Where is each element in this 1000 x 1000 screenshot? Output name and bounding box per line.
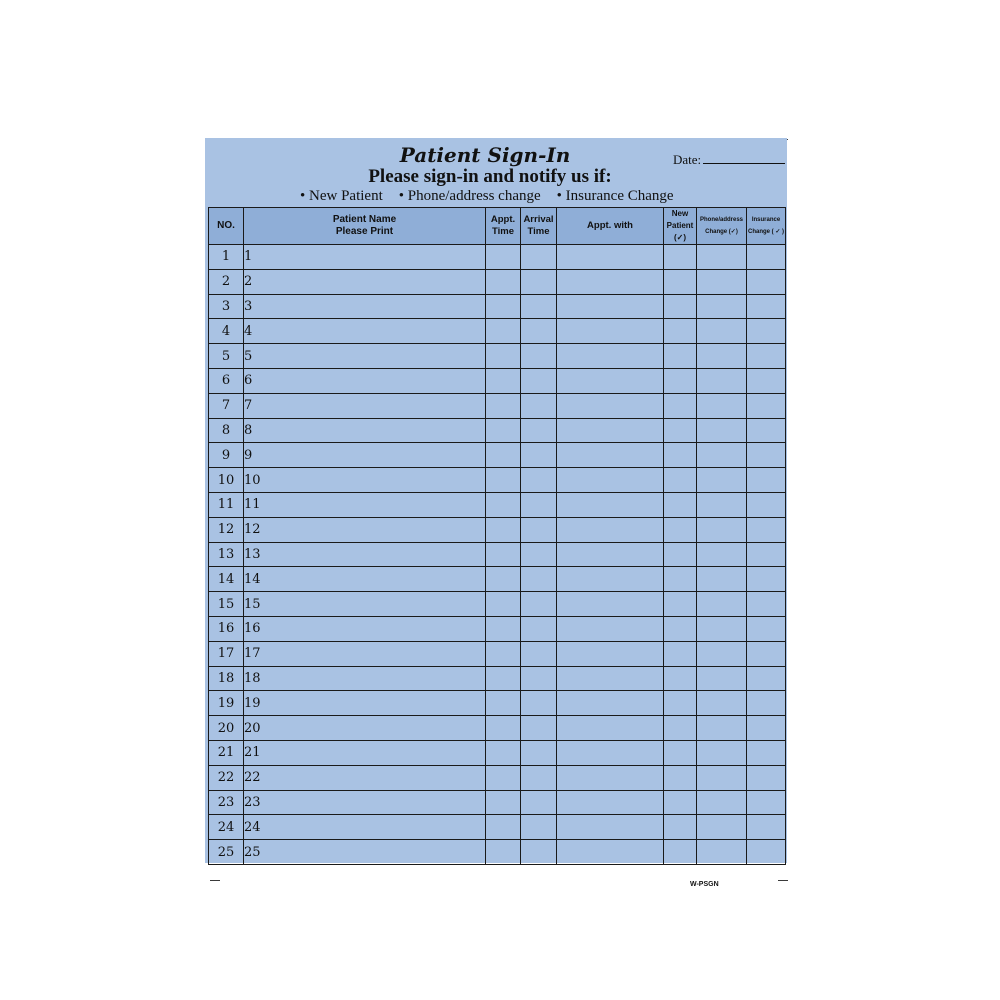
arrival-time-cell[interactable] <box>521 815 557 840</box>
appt-time-cell[interactable] <box>486 765 521 790</box>
appt-with-cell[interactable] <box>557 542 664 567</box>
patient-name-cell[interactable]: 20 <box>244 716 486 741</box>
table-row <box>209 790 786 815</box>
insurance-change-check-cell[interactable] <box>747 344 786 369</box>
insurance-change-check-cell[interactable] <box>747 319 786 344</box>
phone-change-check-cell[interactable] <box>697 592 747 617</box>
appt-time-cell[interactable] <box>486 716 521 741</box>
insurance-change-check-cell[interactable] <box>747 592 786 617</box>
phone-change-check-cell[interactable] <box>697 666 747 691</box>
new-patient-check-cell[interactable] <box>664 245 697 270</box>
phone-change-check-cell[interactable] <box>697 641 747 666</box>
row-number: 19 <box>209 691 244 716</box>
row-number: 4 <box>209 319 244 344</box>
arrival-time-cell[interactable] <box>521 517 557 542</box>
arrival-time-cell[interactable] <box>521 567 557 592</box>
patient-name-cell[interactable]: 10 <box>244 468 486 493</box>
phone-change-check-cell[interactable] <box>697 468 747 493</box>
row-number: 1 <box>209 245 244 270</box>
arrival-time-cell[interactable] <box>521 344 557 369</box>
row-number: 3 <box>209 294 244 319</box>
insurance-change-check-cell[interactable] <box>747 492 786 517</box>
patient-name-cell[interactable]: 2 <box>244 269 486 294</box>
row-number: 12 <box>209 517 244 542</box>
col-header-phone-change: Phone/address Change (✓) <box>697 208 747 245</box>
table-row <box>209 517 786 542</box>
notify-options <box>300 188 674 205</box>
table-row <box>209 344 786 369</box>
patient-name-cell[interactable]: 8 <box>244 418 486 443</box>
appt-time-cell[interactable] <box>486 294 521 319</box>
appt-time-cell[interactable] <box>486 245 521 270</box>
patient-name-cell[interactable]: 9 <box>244 443 486 468</box>
patient-name-cell[interactable]: 13 <box>244 542 486 567</box>
new-patient-check-cell[interactable] <box>664 790 697 815</box>
appt-with-cell[interactable] <box>557 641 664 666</box>
arrival-time-cell[interactable] <box>521 840 557 865</box>
appt-with-cell[interactable] <box>557 840 664 865</box>
insurance-change-check-cell[interactable] <box>747 765 786 790</box>
col-header-new-patient: New Patient (✓) <box>664 208 697 245</box>
row-number: 16 <box>209 616 244 641</box>
arrival-time-cell[interactable] <box>521 269 557 294</box>
insurance-change-check-cell[interactable] <box>747 294 786 319</box>
patient-name-cell[interactable]: 5 <box>244 344 486 369</box>
row-number: 2 <box>209 269 244 294</box>
appt-time-cell[interactable] <box>486 592 521 617</box>
new-patient-check-cell[interactable] <box>664 492 697 517</box>
arrival-time-cell[interactable] <box>521 492 557 517</box>
insurance-change-check-cell[interactable] <box>747 666 786 691</box>
appt-time-cell[interactable] <box>486 418 521 443</box>
phone-change-check-cell[interactable] <box>697 716 747 741</box>
appt-time-cell[interactable] <box>486 319 521 344</box>
table-row <box>209 815 786 840</box>
phone-change-check-cell[interactable] <box>697 492 747 517</box>
arrival-time-cell[interactable] <box>521 468 557 493</box>
row-number: 21 <box>209 740 244 765</box>
sign-in-table <box>208 207 786 865</box>
patient-name-cell[interactable]: 21 <box>244 740 486 765</box>
new-patient-check-cell[interactable] <box>664 815 697 840</box>
appt-with-cell[interactable] <box>557 517 664 542</box>
row-number: 10 <box>209 468 244 493</box>
phone-change-check-cell[interactable] <box>697 790 747 815</box>
form-title: Patient Sign-In <box>399 143 571 167</box>
patient-name-cell[interactable]: 23 <box>244 790 486 815</box>
new-patient-check-cell[interactable] <box>664 468 697 493</box>
new-patient-check-cell[interactable] <box>664 592 697 617</box>
table-row <box>209 269 786 294</box>
phone-change-check-cell[interactable] <box>697 691 747 716</box>
appt-time-cell[interactable] <box>486 492 521 517</box>
insurance-change-check-cell[interactable] <box>747 245 786 270</box>
appt-with-cell[interactable] <box>557 616 664 641</box>
arrival-time-cell[interactable] <box>521 716 557 741</box>
new-patient-check-cell[interactable] <box>664 616 697 641</box>
appt-time-cell[interactable] <box>486 641 521 666</box>
patient-name-cell[interactable]: 11 <box>244 492 486 517</box>
appt-with-cell[interactable] <box>557 492 664 517</box>
patient-name-cell[interactable]: 22 <box>244 765 486 790</box>
col-header-appt-with: Appt. with <box>557 208 664 245</box>
arrival-time-cell[interactable] <box>521 616 557 641</box>
insurance-change-check-cell[interactable] <box>747 368 786 393</box>
form-subtitle: Please sign-in and notify us if: <box>368 166 612 187</box>
new-patient-check-cell[interactable] <box>664 393 697 418</box>
insurance-change-check-cell[interactable] <box>747 269 786 294</box>
new-patient-check-cell[interactable] <box>664 666 697 691</box>
arrival-time-cell[interactable] <box>521 443 557 468</box>
appt-with-cell[interactable] <box>557 368 664 393</box>
new-patient-check-cell[interactable] <box>664 294 697 319</box>
new-patient-check-cell[interactable] <box>664 319 697 344</box>
table-row <box>209 468 786 493</box>
row-number: 13 <box>209 542 244 567</box>
patient-name-cell[interactable]: 25 <box>244 840 486 865</box>
phone-change-check-cell[interactable] <box>697 294 747 319</box>
patient-name-cell[interactable]: 7 <box>244 393 486 418</box>
form-code: W-PSGN <box>690 881 719 888</box>
insurance-change-check-cell[interactable] <box>747 393 786 418</box>
appt-time-cell[interactable] <box>486 269 521 294</box>
appt-with-cell[interactable] <box>557 765 664 790</box>
patient-name-cell[interactable]: 19 <box>244 691 486 716</box>
row-number: 8 <box>209 418 244 443</box>
appt-time-cell[interactable] <box>486 691 521 716</box>
table-row <box>209 443 786 468</box>
insurance-change-check-cell[interactable] <box>747 641 786 666</box>
table-row <box>209 393 786 418</box>
appt-time-cell[interactable] <box>486 616 521 641</box>
insurance-change-check-cell[interactable] <box>747 517 786 542</box>
new-patient-check-cell[interactable] <box>664 716 697 741</box>
table-row <box>209 616 786 641</box>
patient-name-cell[interactable]: 14 <box>244 567 486 592</box>
date-field-line[interactable] <box>703 163 785 164</box>
patient-name-cell[interactable]: 3 <box>244 294 486 319</box>
insurance-change-check-cell[interactable] <box>747 468 786 493</box>
appt-time-cell[interactable] <box>486 840 521 865</box>
table-row <box>209 294 786 319</box>
appt-time-cell[interactable] <box>486 740 521 765</box>
table-row <box>209 716 786 741</box>
table-row <box>209 567 786 592</box>
row-number: 25 <box>209 840 244 865</box>
col-header-appt-time: Appt. Time <box>486 208 521 245</box>
row-number: 17 <box>209 641 244 666</box>
patient-name-cell[interactable]: 6 <box>244 368 486 393</box>
appt-time-cell[interactable] <box>486 815 521 840</box>
row-number: 22 <box>209 765 244 790</box>
arrival-time-cell[interactable] <box>521 765 557 790</box>
appt-with-cell[interactable] <box>557 294 664 319</box>
new-patient-check-cell[interactable] <box>664 418 697 443</box>
arrival-time-cell[interactable] <box>521 790 557 815</box>
table-header-row <box>209 208 786 245</box>
table-row <box>209 840 786 865</box>
new-patient-check-cell[interactable] <box>664 368 697 393</box>
phone-change-check-cell[interactable] <box>697 616 747 641</box>
appt-with-cell[interactable] <box>557 269 664 294</box>
insurance-change-check-cell[interactable] <box>747 840 786 865</box>
arrival-time-cell[interactable] <box>521 592 557 617</box>
appt-with-cell[interactable] <box>557 716 664 741</box>
insurance-change-check-cell[interactable] <box>747 616 786 641</box>
patient-name-cell[interactable]: 16 <box>244 616 486 641</box>
table-row <box>209 740 786 765</box>
new-patient-check-cell[interactable] <box>664 840 697 865</box>
patient-name-cell[interactable]: 18 <box>244 666 486 691</box>
phone-change-check-cell[interactable] <box>697 542 747 567</box>
appt-with-cell[interactable] <box>557 468 664 493</box>
patient-name-cell[interactable]: 12 <box>244 517 486 542</box>
appt-with-cell[interactable] <box>557 740 664 765</box>
new-patient-check-cell[interactable] <box>664 517 697 542</box>
option-phone-address: • Phone/address change <box>399 188 541 205</box>
crop-mark-bottom-right <box>778 880 788 881</box>
row-number: 18 <box>209 666 244 691</box>
col-header-no: NO. <box>209 208 244 245</box>
table-row <box>209 492 786 517</box>
table-row <box>209 641 786 666</box>
appt-time-cell[interactable] <box>486 666 521 691</box>
appt-with-cell[interactable] <box>557 567 664 592</box>
insurance-change-check-cell[interactable] <box>747 542 786 567</box>
insurance-change-check-cell[interactable] <box>747 418 786 443</box>
insurance-change-check-cell[interactable] <box>747 815 786 840</box>
phone-change-check-cell[interactable] <box>697 368 747 393</box>
row-number: 7 <box>209 393 244 418</box>
appt-with-cell[interactable] <box>557 592 664 617</box>
arrival-time-cell[interactable] <box>521 418 557 443</box>
appt-with-cell[interactable] <box>557 443 664 468</box>
arrival-time-cell[interactable] <box>521 691 557 716</box>
arrival-time-cell[interactable] <box>521 641 557 666</box>
new-patient-check-cell[interactable] <box>664 641 697 666</box>
insurance-change-check-cell[interactable] <box>747 567 786 592</box>
row-number: 9 <box>209 443 244 468</box>
row-number: 20 <box>209 716 244 741</box>
patient-name-cell[interactable]: 4 <box>244 319 486 344</box>
patient-name-cell[interactable]: 24 <box>244 815 486 840</box>
crop-mark-bottom-left <box>210 880 220 881</box>
appt-time-cell[interactable] <box>486 517 521 542</box>
arrival-time-cell[interactable] <box>521 319 557 344</box>
arrival-time-cell[interactable] <box>521 245 557 270</box>
appt-time-cell[interactable] <box>486 344 521 369</box>
col-header-patient-name: Patient Name Please Print <box>244 208 486 245</box>
row-number: 5 <box>209 344 244 369</box>
patient-name-cell[interactable]: 15 <box>244 592 486 617</box>
table-row <box>209 691 786 716</box>
phone-change-check-cell[interactable] <box>697 765 747 790</box>
table-row <box>209 666 786 691</box>
col-header-arrival-time: Arrival Time <box>521 208 557 245</box>
table-row <box>209 368 786 393</box>
arrival-time-cell[interactable] <box>521 294 557 319</box>
table-row <box>209 542 786 567</box>
phone-change-check-cell[interactable] <box>697 740 747 765</box>
phone-change-check-cell[interactable] <box>697 815 747 840</box>
row-number: 14 <box>209 567 244 592</box>
row-number: 23 <box>209 790 244 815</box>
insurance-change-check-cell[interactable] <box>747 691 786 716</box>
arrival-time-cell[interactable] <box>521 393 557 418</box>
appt-with-cell[interactable] <box>557 319 664 344</box>
new-patient-check-cell[interactable] <box>664 344 697 369</box>
phone-change-check-cell[interactable] <box>697 840 747 865</box>
appt-with-cell[interactable] <box>557 245 664 270</box>
appt-with-cell[interactable] <box>557 666 664 691</box>
table-row <box>209 765 786 790</box>
table-row <box>209 592 786 617</box>
appt-time-cell[interactable] <box>486 393 521 418</box>
new-patient-check-cell[interactable] <box>664 269 697 294</box>
appt-with-cell[interactable] <box>557 393 664 418</box>
option-new-patient: • New Patient <box>300 188 383 205</box>
date-label: Date: <box>673 152 702 167</box>
arrival-time-cell[interactable] <box>521 740 557 765</box>
appt-time-cell[interactable] <box>486 542 521 567</box>
appt-time-cell[interactable] <box>486 468 521 493</box>
appt-with-cell[interactable] <box>557 344 664 369</box>
phone-change-check-cell[interactable] <box>697 567 747 592</box>
phone-change-check-cell[interactable] <box>697 245 747 270</box>
new-patient-check-cell[interactable] <box>664 542 697 567</box>
phone-change-check-cell[interactable] <box>697 319 747 344</box>
appt-time-cell[interactable] <box>486 368 521 393</box>
insurance-change-check-cell[interactable] <box>747 716 786 741</box>
phone-change-check-cell[interactable] <box>697 393 747 418</box>
insurance-change-check-cell[interactable] <box>747 443 786 468</box>
appt-time-cell[interactable] <box>486 790 521 815</box>
arrival-time-cell[interactable] <box>521 368 557 393</box>
col-header-insurance-change: Insurance Change ( ✓ ) <box>747 208 786 245</box>
table-row <box>209 245 786 270</box>
phone-change-check-cell[interactable] <box>697 269 747 294</box>
insurance-change-check-cell[interactable] <box>747 790 786 815</box>
phone-change-check-cell[interactable] <box>697 418 747 443</box>
table-row <box>209 418 786 443</box>
sign-in-form <box>205 138 787 863</box>
appt-time-cell[interactable] <box>486 443 521 468</box>
row-number: 6 <box>209 368 244 393</box>
patient-name-cell[interactable]: 17 <box>244 641 486 666</box>
phone-change-check-cell[interactable] <box>697 517 747 542</box>
arrival-time-cell[interactable] <box>521 666 557 691</box>
patient-name-cell[interactable]: 1 <box>244 245 486 270</box>
phone-change-check-cell[interactable] <box>697 443 747 468</box>
new-patient-check-cell[interactable] <box>664 691 697 716</box>
appt-with-cell[interactable] <box>557 790 664 815</box>
phone-change-check-cell[interactable] <box>697 344 747 369</box>
row-number: 24 <box>209 815 244 840</box>
appt-with-cell[interactable] <box>557 691 664 716</box>
appt-with-cell[interactable] <box>557 418 664 443</box>
table-row <box>209 319 786 344</box>
insurance-change-check-cell[interactable] <box>747 740 786 765</box>
option-insurance: • Insurance Change <box>557 188 674 205</box>
arrival-time-cell[interactable] <box>521 542 557 567</box>
appt-with-cell[interactable] <box>557 815 664 840</box>
new-patient-check-cell[interactable] <box>664 443 697 468</box>
new-patient-check-cell[interactable] <box>664 765 697 790</box>
row-number: 15 <box>209 592 244 617</box>
new-patient-check-cell[interactable] <box>664 740 697 765</box>
new-patient-check-cell[interactable] <box>664 567 697 592</box>
row-number: 11 <box>209 492 244 517</box>
appt-time-cell[interactable] <box>486 567 521 592</box>
